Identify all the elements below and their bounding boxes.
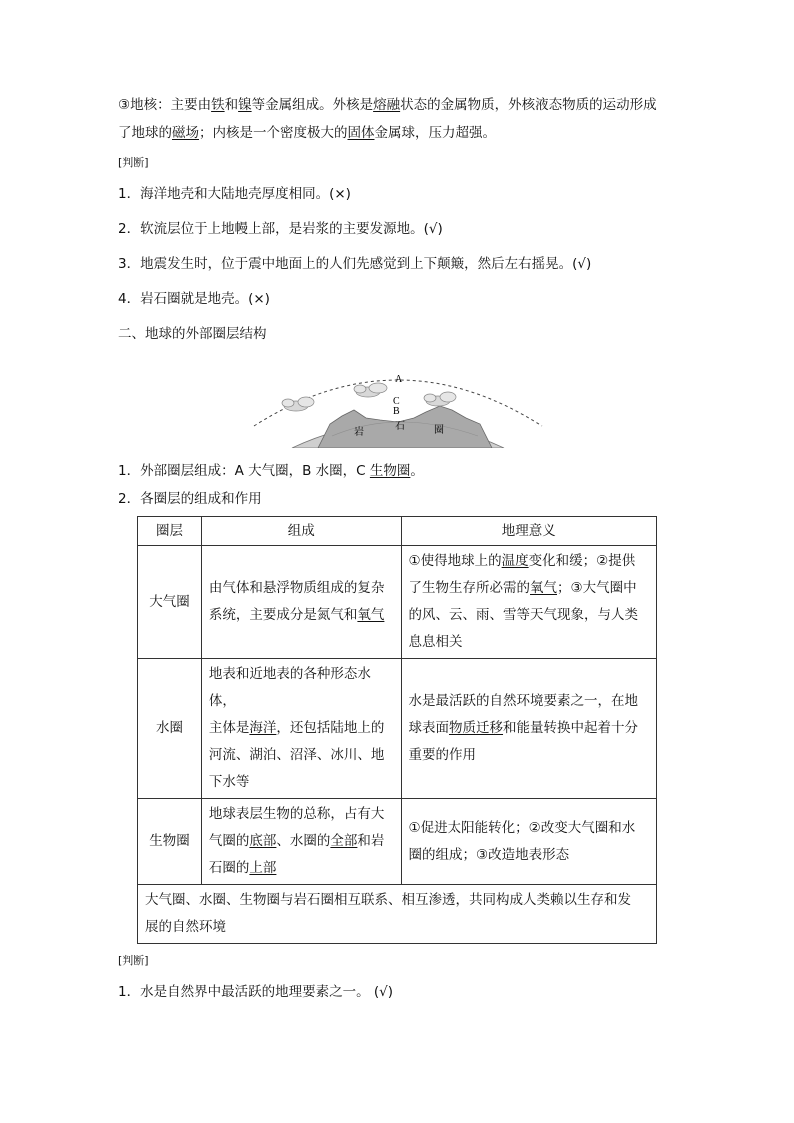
judge-heading: [判断] <box>118 954 149 967</box>
composition-cell <box>201 799 401 885</box>
label-c: C <box>393 396 400 407</box>
text: 下水等 <box>208 774 250 790</box>
text: 地球表层生物的总称，占有大 <box>208 806 385 822</box>
meaning-cell <box>401 659 656 799</box>
text: 大气圈、水圈、生物圈与岩石圈相互联系、相互渗透，共同构成人类赖以生存和发 <box>145 892 631 908</box>
sphere-name: 大气圈 <box>138 546 202 659</box>
core-paragraph-line1 <box>118 96 657 114</box>
keyword-molten: 熔融 <box>373 97 401 113</box>
keyword-oxygen: 氧气 <box>357 607 385 623</box>
keyword-solid: 固体 <box>347 125 375 141</box>
text: ③地核：主要由 <box>118 97 212 113</box>
meaning-cell <box>401 546 656 659</box>
text: 主体是 <box>208 720 250 736</box>
meaning-cell <box>401 799 656 885</box>
table-row-biosphere <box>138 799 657 885</box>
judge-item: 4．岩石圈就是地壳。(×) <box>118 291 270 307</box>
cloud-icon <box>354 383 387 397</box>
text: ；③大气圈中 <box>557 580 637 596</box>
label-rock-2: 石 <box>395 421 405 432</box>
sphere-name: 生物圈 <box>138 799 202 885</box>
keyword-biosphere: 生物圈 <box>369 463 411 479</box>
text: ①促进太阳能转化；②改变大气圈和水 <box>408 819 636 836</box>
keyword-oxygen: 氧气 <box>530 580 558 596</box>
keyword-all: 全部 <box>330 833 358 849</box>
text: 了生物生存所必需的 <box>408 580 531 596</box>
text: 、水圈的 <box>276 833 331 849</box>
table-header-row <box>138 517 657 546</box>
keyword-nickel: 镍 <box>238 97 252 113</box>
judge-item: 3．地震发生时，位于震中地面上的人们先感觉到上下颠簸，然后左右摇晃。(√) <box>118 256 592 272</box>
composition-cell <box>201 546 401 659</box>
composition-cell <box>201 659 401 799</box>
text: 等金属组成。外核是 <box>251 97 374 113</box>
text: 的风、云、雨、雪等天气现象，与人类 <box>408 607 639 623</box>
label-rock-3: 圈 <box>434 425 444 436</box>
text: 圈的组成；③改造地表形态 <box>408 846 570 863</box>
text: 河流、湖泊、沼泽、冰川、地 <box>208 747 385 763</box>
text: 由气体和悬浮物质组成的复杂 <box>208 580 385 596</box>
column-header: 圈层 <box>138 517 202 546</box>
column-header: 地理意义 <box>401 517 656 546</box>
mountains <box>318 406 492 448</box>
outer-sphere-diagram <box>248 360 548 448</box>
keyword-temperature: 温度 <box>501 553 529 569</box>
text: 变化和缓；②提供 <box>528 553 636 569</box>
text: 重要的作用 <box>408 747 477 763</box>
text: 和能量转换中起着十分 <box>503 720 639 736</box>
label-a: A <box>395 374 403 385</box>
text: 球表面 <box>408 720 450 736</box>
text: 地表和近地表的各种形态水体， <box>208 666 371 709</box>
text: 息息相关 <box>408 634 463 650</box>
column-header: 组成 <box>201 517 401 546</box>
text: ，还包括陆地上的 <box>276 720 385 736</box>
judge-item: 1．海洋地壳和大陆地壳厚度相同。(×) <box>118 186 351 202</box>
judge-item: 2．软流层位于上地幔上部，是岩浆的主要发源地。(√) <box>118 221 443 237</box>
text: ；内核是一个密度极大的 <box>199 125 348 141</box>
text: 石圈的 <box>208 860 250 876</box>
text: 状态的金属物质，外核液态物质的运动形成 <box>400 97 657 113</box>
sphere-name: 水圈 <box>138 659 202 799</box>
keyword-material-migration: 物质迁移 <box>449 720 504 736</box>
text: 展的自然环境 <box>145 919 226 935</box>
text: ①使得地球上的 <box>408 553 502 569</box>
text: 和岩 <box>357 833 385 849</box>
spheres-table <box>137 516 657 944</box>
text: 了地球的 <box>118 125 172 141</box>
composition-line <box>118 462 424 480</box>
judge-item: 1．水是自然界中最活跃的地理要素之一。 (√) <box>118 984 394 1000</box>
text: 。 <box>410 463 424 479</box>
text: 气圈的 <box>208 833 250 849</box>
keyword-iron: 铁 <box>211 97 225 113</box>
keyword-magnetic-field: 磁场 <box>172 125 199 141</box>
keyword-ocean: 海洋 <box>249 720 277 736</box>
judge-heading: [判断] <box>118 156 149 169</box>
core-paragraph-line2 <box>118 124 496 142</box>
table-row-atmosphere <box>138 546 657 659</box>
text: 水是最活跃的自然环境要素之一，在地 <box>408 693 639 709</box>
text: 系统，主要成分是氮气和 <box>208 607 358 623</box>
text: 金属球，压力超强。 <box>374 125 496 141</box>
roles-title: 2．各圈层的组成和作用 <box>118 491 262 507</box>
keyword-upper: 上部 <box>249 860 277 876</box>
table-row-hydrosphere <box>138 659 657 799</box>
cloud-icon <box>424 392 456 406</box>
label-b: B <box>393 406 400 417</box>
text: 和 <box>224 97 239 113</box>
section-title: 二、地球的外部圈层结构 <box>118 326 267 342</box>
table-footer-row <box>138 885 657 944</box>
text: 1．外部圈层组成：A 大气圈，B 水圈，C <box>118 463 370 479</box>
label-rock-1: 岩 <box>354 427 364 438</box>
keyword-bottom: 底部 <box>249 833 277 849</box>
cloud-icon <box>282 397 314 411</box>
summary-cell <box>138 885 657 944</box>
